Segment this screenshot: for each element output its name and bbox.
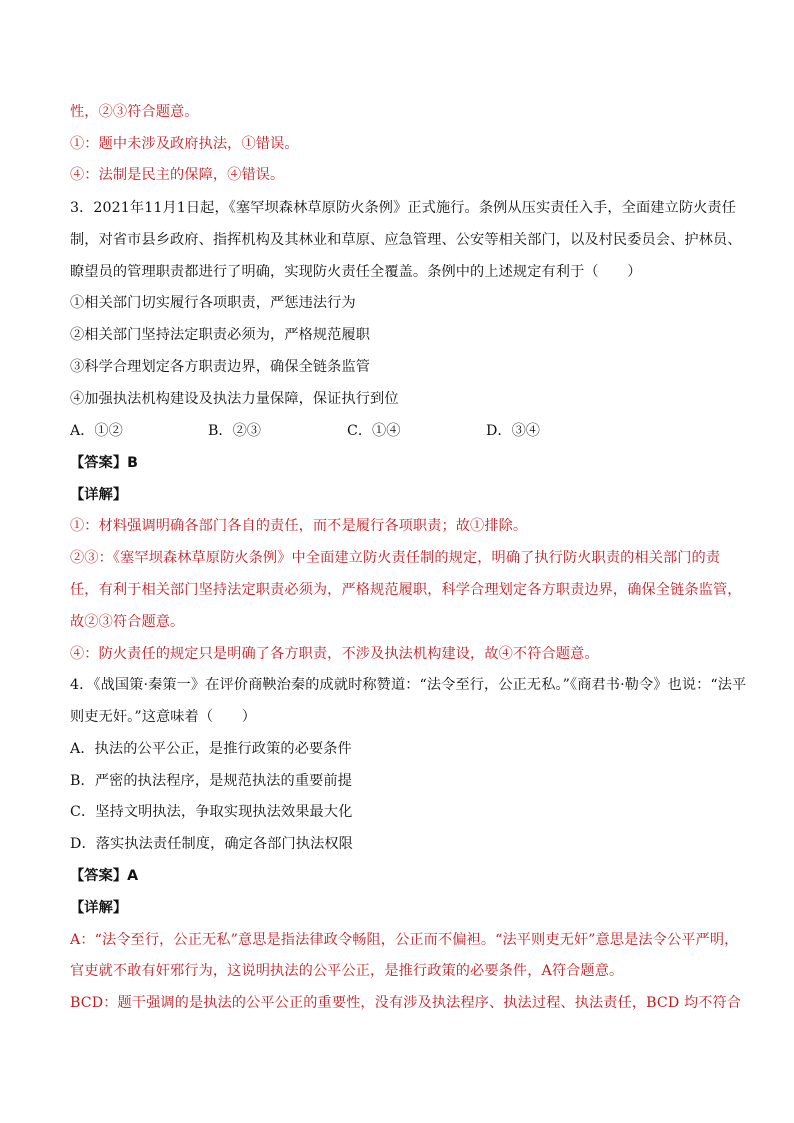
detail-label: 【详解】 bbox=[70, 487, 128, 503]
question-3-stem: 制，对省市县乡政府、指挥机构及其林业和草原、应急管理、公安等相关部门，以及村民委员会、护林员、 bbox=[70, 232, 742, 248]
option-b: B．严密的执法程序，是规范执法的重要前提 bbox=[70, 773, 352, 789]
detail-label: 【详解】 bbox=[70, 900, 128, 916]
option-a: A．①② bbox=[70, 423, 123, 439]
option-d: D．落实执法责任制度，确定各部门执法权限 bbox=[70, 836, 353, 852]
question-3-statement: ④加强执法机构建设及执法力量保障，保证执行到位 bbox=[70, 391, 399, 407]
answer-label: 【答案】A bbox=[70, 868, 139, 884]
question-3-stem: 瞭望员的管理职责都进行了明确，实现防火责任全覆盖。条例中的上述规定有利于（ ） bbox=[70, 264, 642, 280]
explanation-line: BCD：题干强调的是执法的公平公正的重要性，没有涉及执法程序、执法过程、执法责任，BCD 均不符合 bbox=[70, 995, 742, 1011]
question-3-statement: ①相关部门切实履行各项职责，严惩违法行为 bbox=[70, 295, 356, 311]
explanation-line: 任，有利于相关部门坚持法定职责必须为，严格规范履职，科学合理划定各方职责边界，确保全链条监管， bbox=[70, 582, 742, 598]
option-b: B．②③ bbox=[208, 423, 261, 439]
option-d: D．③④ bbox=[486, 423, 540, 439]
explanation-line: A：“法令至行，公正无私”意思是指法律政令畅阻，公正而不偏袒。“法平则吏无奸”意思是法令公平严明， bbox=[70, 932, 739, 948]
explanation-line: ①：题中未涉及政府执法，①错误。 bbox=[70, 136, 299, 152]
option-a: A．执法的公平公正，是推行政策的必要条件 bbox=[70, 741, 352, 757]
explanation-line: ④：法制是民主的保障，④错误。 bbox=[70, 167, 285, 183]
question-3-stem: 3．2021年11月1日起，《塞罕坝森林草原防火条例》正式施行。条例从压实责任入手，全面建立防火责任 bbox=[70, 200, 736, 216]
explanation-line: 故②③符合题意。 bbox=[70, 614, 185, 630]
answer-label: 【答案】B bbox=[70, 455, 139, 471]
explanation-line: ①：材料强调明确各部门各自的责任，而不是履行各项职责；故①排除。 bbox=[70, 518, 528, 534]
question-4-stem: 4．《战国策·秦策一》在评价商鞅治秦的成就时称赞道：“法令至行，公正无私。”《商君书·勒令》也说：“法平 bbox=[70, 677, 747, 693]
explanation-line: ②③：《塞罕坝森林草原防火条例》中全面建立防火责任制的规定，明确了执行防火职责的相关部门的责 bbox=[70, 550, 721, 566]
question-3-options bbox=[70, 421, 730, 441]
explanation-line: ④：防火责任的规定只是明确了各方职责，不涉及执法机构建设，故④不符合题意。 bbox=[70, 646, 599, 662]
question-4-stem: 则吏无奸。”这意味着（ ） bbox=[70, 709, 256, 725]
option-c: C．坚持文明执法，争取实现执法效果最大化 bbox=[70, 804, 353, 820]
question-3-statement: ②相关部门坚持法定职责必须为，严格规范履职 bbox=[70, 327, 371, 343]
question-3-statement: ③科学合理划定各方职责边界，确保全链条监管 bbox=[70, 359, 371, 375]
explanation-line: 官吏就不敢有奸邪行为，这说明执法的公平公正，是推行政策的必要条件，A符合题意。 bbox=[70, 963, 624, 979]
option-c: C．①④ bbox=[347, 423, 401, 439]
explanation-line: 性，②③符合题意。 bbox=[70, 104, 199, 120]
